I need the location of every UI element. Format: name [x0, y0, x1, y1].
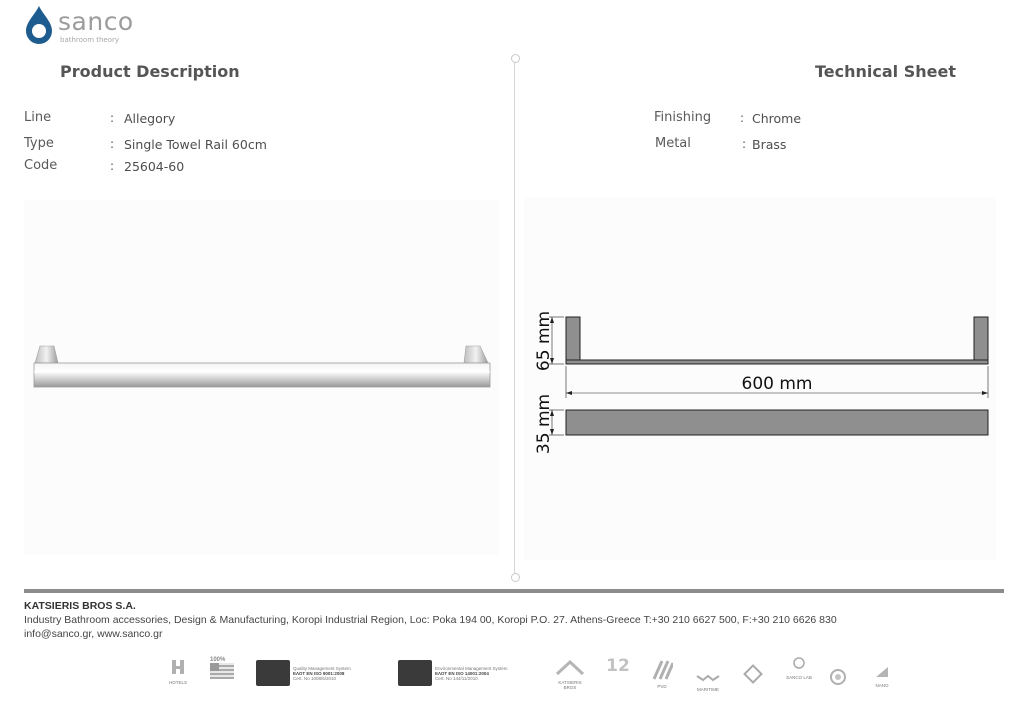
spec-label-code: Code	[24, 158, 58, 173]
spec-label-finishing: Finishing	[654, 110, 712, 125]
spec-value-line: Allegory	[124, 111, 176, 126]
spec-label-line: Line	[24, 110, 52, 125]
water-drop-icon	[22, 4, 56, 44]
katsieris-bros-badge: KATSIERIS BROS	[554, 658, 586, 690]
dimension-drawing	[524, 198, 996, 560]
product-description-heading: Product Description	[60, 62, 240, 81]
sanco-lab-badge: SANCO LAB	[786, 655, 812, 691]
nano-drop-icon	[872, 663, 892, 679]
width-dimension-label: 600 mm	[741, 374, 813, 394]
towel-rail-photo	[24, 200, 498, 555]
spec-value-metal: Brass	[752, 137, 787, 152]
brand-name: sanco	[58, 7, 134, 36]
round-seal-icon	[828, 667, 848, 687]
product-image	[24, 200, 498, 555]
spec-separator: :	[740, 111, 745, 125]
spec-value-type: Single Towel Rail 60cm	[124, 137, 267, 152]
vertical-divider	[514, 58, 515, 578]
spec-separator: :	[110, 159, 115, 173]
greek-product-badge: 100%	[210, 658, 236, 688]
technical-sheet-heading: Technical Sheet	[815, 62, 956, 81]
spec-value-code: 25604-60	[124, 159, 185, 174]
company-contact[interactable]: info@sanco.gr, www.sanco.gr	[24, 628, 163, 640]
company-name: KATSIERIS BROS S.A.	[24, 600, 136, 612]
eurocert-logo	[398, 660, 432, 686]
pvd-badge: PVD	[649, 660, 675, 690]
lab-badge	[742, 663, 766, 689]
divider-bottom-dot	[511, 573, 520, 582]
technical-drawing	[524, 198, 996, 560]
maritime-badge: MARITIME	[692, 668, 724, 690]
depth-dimension-label: 35 mm	[534, 393, 554, 455]
greek-flag-icon	[210, 663, 234, 679]
iso-14001-badge: Environmental Management System ΕΛΟΤ EN ISO 14001:2004 Cert. No 144/11/2010	[398, 660, 530, 688]
spec-label-metal: Metal	[655, 136, 691, 151]
sun-icon	[789, 655, 809, 671]
divider-top-dot	[511, 54, 520, 63]
nano-badge: NANO	[868, 663, 896, 691]
footer-rule	[24, 589, 1004, 593]
iso-9001-badge: Quality Management System ΕΛΟΤ EN ISO 9001:2008 Cert. No 1008/6/2010	[256, 660, 366, 688]
spec-separator: :	[110, 137, 115, 151]
hotel-icon	[170, 658, 186, 676]
house-icon	[555, 658, 585, 676]
wave-icon	[695, 673, 721, 683]
sanco-logo	[22, 4, 140, 46]
certification-strip	[160, 655, 900, 695]
stripes-icon	[651, 660, 673, 680]
eurocert-logo	[256, 660, 290, 686]
spec-separator: :	[742, 137, 747, 151]
height-dimension-label: 65 mm	[534, 310, 554, 372]
diamond-icon	[742, 663, 764, 685]
company-address: Industry Bathroom accessories, Design & Manufacturing, Koropi Industrial Region, Loc: Poka 194 00, Koropi P.O. 27. Athens-Greece T:+30 210 6627 500, F:+30 210 6626 830	[24, 614, 837, 626]
spec-separator: :	[110, 111, 115, 125]
hotels-badge: HOTELS	[165, 658, 191, 688]
brand-tagline: bathroom theory	[60, 36, 120, 44]
spec-value-finishing: Chrome	[752, 111, 802, 126]
spec-label-type: Type	[24, 136, 54, 151]
circle-badge	[828, 667, 850, 689]
twelve-years-badge: 12	[606, 656, 630, 676]
